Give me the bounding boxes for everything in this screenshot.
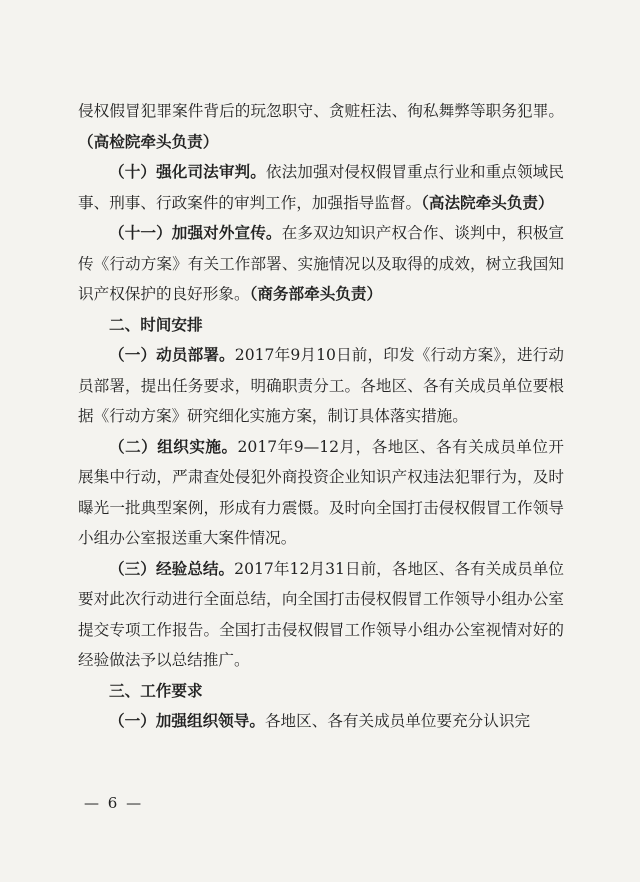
body-text: 2017年9月10日前，印发《行动方案》，进行动员部署，提出任务要求，明确职责分工。各地区、各有关成员单位要根据《行动方案》研究细化实施方案，制订具体落实措施。 xyxy=(78,346,564,425)
body-text: 各地区、各有关成员单位要充分认识完 xyxy=(264,712,531,730)
body-text: 2017年9—12月，各地区、各有关成员单位开展集中行动，严肃查处侵犯外商投资企业知识产权违法犯罪行为，及时曝光一批典型案例，形成有力震慑。及时向全国打击侵权假冒工作领导小组办公室报送重大案件情况。 xyxy=(78,437,564,547)
paragraph xyxy=(78,340,564,432)
bold-text: 三、工作要求 xyxy=(109,681,203,700)
body-text: 依法加强对侵权假冒重点行业和重点领域民事、刑事、行政案件的审判工作，加强指导监督。 xyxy=(78,163,564,212)
bold-text: （高检院牵头负责） xyxy=(78,132,219,151)
bold-text: （一）动员部署。 xyxy=(109,346,235,364)
section-heading xyxy=(78,310,564,341)
bold-text: 二、时间安排 xyxy=(109,315,203,334)
bold-text: （二）组织实施。 xyxy=(109,437,238,456)
body-text: 侵权假冒犯罪案件背后的玩忽职守、贪赃枉法、徇私舞弊等职务犯罪。 xyxy=(78,102,564,120)
page-number: — 6 — xyxy=(84,794,144,812)
bold-text: （十）强化司法审判。 xyxy=(109,163,266,181)
bold-text: （商务部牵头负责） xyxy=(249,285,383,303)
body-text: 2017年12月31日前，各地区、各有关成员单位要对此次行动进行全面总结，向全国打击侵权假冒工作领导小组办公室提交专项工作报告。全国打击侵权假冒工作领导小组办公室视情对好的经验做法予以总结推广。 xyxy=(78,559,564,669)
section-heading xyxy=(78,676,564,707)
body-text: 在多双边知识产权合作、谈判中，积极宣传《行动方案》有关工作部署、实施情况以及取得的成效，树立我国知识产权保护的良好形象。 xyxy=(78,224,564,303)
paragraph xyxy=(78,218,564,310)
bold-text: （三）经验总结。 xyxy=(109,559,235,578)
paragraph xyxy=(78,96,564,157)
document-body xyxy=(78,96,564,737)
bold-text: （高法院牵头负责） xyxy=(421,193,554,212)
paragraph xyxy=(78,157,564,218)
paragraph xyxy=(78,706,564,737)
bold-text: （十一）加强对外宣传。 xyxy=(109,224,282,242)
paragraph xyxy=(78,554,564,676)
bold-text: （一）加强组织领导。 xyxy=(109,712,265,730)
paragraph xyxy=(78,432,564,554)
